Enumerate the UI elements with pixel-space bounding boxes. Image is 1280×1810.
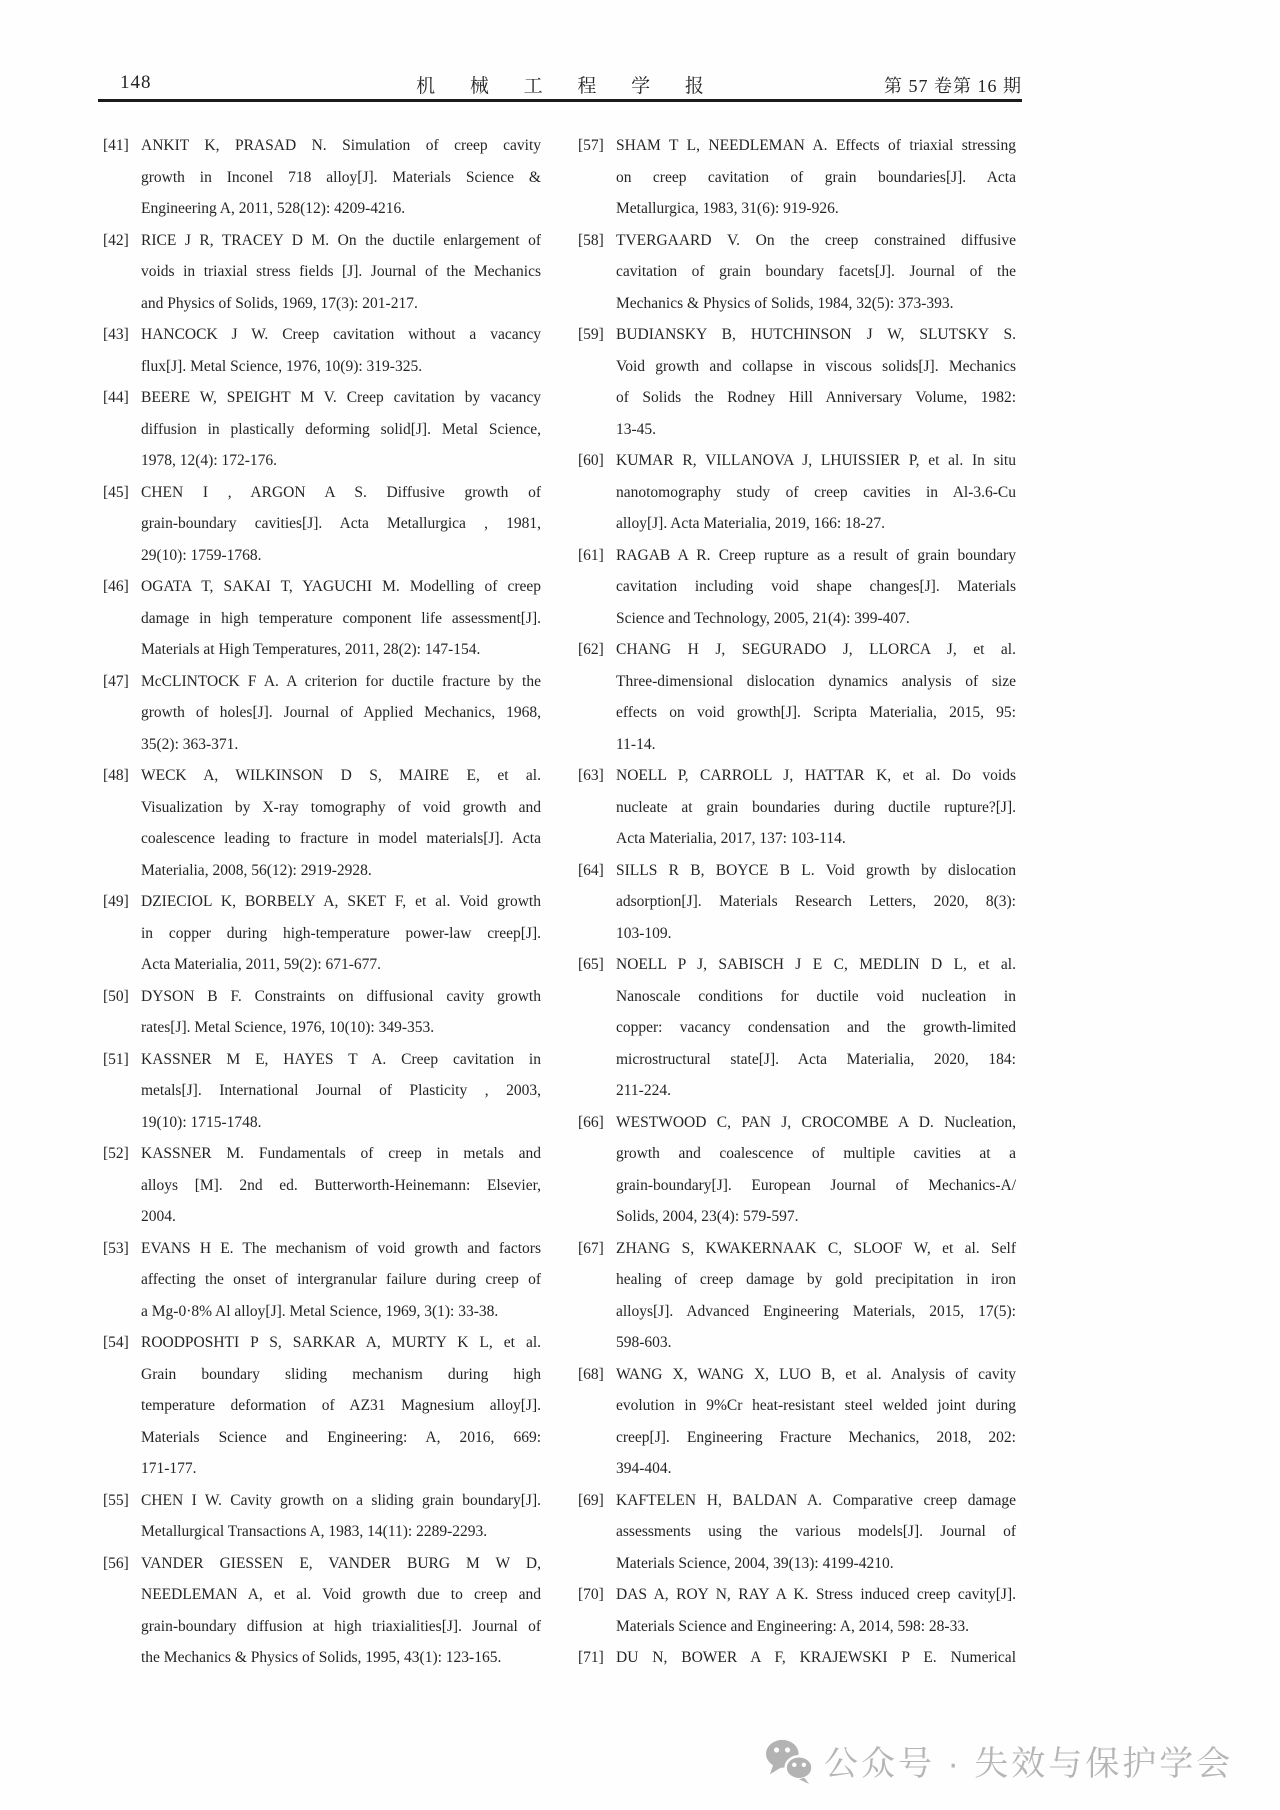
reference-number: [57] [578, 137, 604, 154]
reference-item [103, 1233, 541, 1328]
reference-line: growth and coalescence of multiple cavities at a [616, 1145, 1016, 1162]
reference-line: growth of holes[J]. Journal of Applied Mechanics, 1968, [141, 704, 541, 721]
reference-line: HANCOCK J W. Creep cavitation without a vacancy [141, 326, 541, 343]
reference-item [103, 666, 541, 761]
reference-line: Materials Science and Engineering: A, 2014, 598: 28-33. [616, 1617, 969, 1635]
reference-number: [47] [103, 672, 129, 690]
reference-text [141, 130, 541, 225]
reference-number: [61] [578, 546, 604, 564]
reference-line: NEEDLEMAN A, et al. Void growth due to creep and [141, 1586, 541, 1603]
reference-number: [54] [103, 1334, 129, 1351]
reference-number: [45] [103, 483, 129, 501]
issue-info: 第 57 卷第 16 期 [884, 76, 1022, 96]
reference-item [578, 1359, 1016, 1485]
wechat-icon [764, 1738, 814, 1784]
reference-line: in copper during high-temperature power-law creep[J]. [141, 924, 541, 942]
references-column-right [578, 130, 1016, 1674]
reference-line: grain-boundary[J]. European Journal of Mechanics-A/ [616, 1176, 1016, 1194]
reference-line: metals[J]. International Journal of Plasticity , 2003, [141, 1082, 541, 1099]
reference-number: [42] [103, 231, 129, 249]
reference-line: affecting the onset of intergranular failure during creep of [141, 1271, 541, 1288]
journal-title: 机 械 工 程 学 报 [416, 76, 719, 97]
reference-line: Acta Materialia, 2011, 59(2): 671-677. [141, 956, 382, 973]
reference-line: DZIECIOL K, BORBELY A, SKET F, et al. Void growth [141, 893, 541, 910]
reference-line: Visualization by X-ray tomography of void growth and [141, 798, 541, 816]
reference-line: nanotomography study of creep cavities in Al-3.6-Cu [616, 483, 1016, 501]
reference-line: 35(2): 363-371. [141, 735, 239, 753]
reference-item [578, 1233, 1016, 1359]
reference-item [103, 1327, 541, 1485]
reference-number: [49] [103, 893, 129, 910]
reference-line: 171-177. [141, 1460, 197, 1477]
reference-line: KASSNER M E, HAYES T A. Creep cavitation in [141, 1050, 541, 1068]
reference-text [616, 1233, 1016, 1359]
reference-number: [67] [578, 1239, 604, 1257]
reference-line: WESTWOOD C, PAN J, CROCOMBE A D. Nucleation, [616, 1113, 1016, 1131]
reference-number: [60] [578, 452, 604, 469]
reference-text [141, 666, 541, 761]
reference-line: RICE J R, TRACEY D M. On the ductile enlargement of [141, 231, 541, 249]
reference-item [103, 477, 541, 572]
reference-number: [62] [578, 641, 604, 658]
running-head [98, 70, 1022, 98]
reference-item [578, 130, 1016, 225]
reference-item [103, 1044, 541, 1139]
reference-item [103, 1485, 541, 1548]
reference-line: Metallurgical Transactions A, 1983, 14(11): 2289-2293. [141, 1523, 488, 1540]
reference-number: [48] [103, 767, 129, 784]
reference-number: [43] [103, 326, 129, 343]
reference-line: and Physics of Solids, 1969, 17(3): 201-217. [141, 294, 418, 312]
reference-number: [64] [578, 861, 604, 879]
reference-line: McCLINTOCK F A. A criterion for ductile fracture by the [141, 672, 541, 690]
reference-line: CHANG H J, SEGURADO J, LLORCA J, et al. [616, 641, 1016, 658]
reference-text [141, 1044, 541, 1139]
reference-text [141, 571, 541, 666]
reference-line: CHEN I , ARGON A S. Diffusive growth of [141, 483, 541, 501]
reference-number: [71] [578, 1649, 604, 1666]
reference-line: grain-boundary diffusion at high triaxialities[J]. Journal of [141, 1617, 541, 1635]
reference-line: 29(10): 1759-1768. [141, 546, 262, 564]
reference-line: 19(10): 1715-1748. [141, 1113, 262, 1131]
reference-number: [56] [103, 1554, 129, 1572]
reference-line: DAS A, ROY N, RAY A K. Stress induced creep cavity[J]. [616, 1586, 1016, 1603]
reference-text [141, 981, 541, 1044]
reference-line: 13-45. [616, 420, 657, 438]
reference-line: effects on void growth[J]. Scripta Materialia, 2015, 95: [616, 704, 1016, 721]
reference-number: [59] [578, 326, 604, 343]
reference-item [578, 1107, 1016, 1233]
reference-line: adsorption[J]. Materials Research Letters, 2020, 8(3): [616, 893, 1016, 910]
page-number: 148 [120, 72, 152, 93]
reference-item [578, 949, 1016, 1107]
reference-line: temperature deformation of AZ31 Magnesium alloy[J]. [141, 1397, 541, 1414]
reference-text [141, 477, 541, 572]
reference-line: WECK A, WILKINSON D S, MAIRE E, et al. [141, 767, 541, 784]
reference-line: grain-boundary cavities[J]. Acta Metallurgica , 1981, [141, 515, 541, 532]
reference-line: Metallurgica, 1983, 31(6): 919-926. [616, 200, 839, 217]
reference-line: CHEN I W. Cavity growth on a sliding grain boundary[J]. [141, 1491, 541, 1509]
reference-text [141, 1485, 541, 1548]
reference-line: 211-224. [616, 1082, 671, 1099]
reference-text [616, 1359, 1016, 1485]
reference-line: VANDER GIESSEN E, VANDER BURG M W D, [141, 1554, 541, 1572]
reference-line: Science and Technology, 2005, 21(4): 399-407. [616, 609, 910, 627]
reference-line: copper: vacancy condensation and the growth-limited [616, 1019, 1016, 1036]
reference-item [103, 1548, 541, 1674]
references-column-left [103, 130, 541, 1674]
reference-line: Materials Science and Engineering: A, 2016, 669: [141, 1428, 541, 1446]
reference-item [578, 445, 1016, 540]
reference-text [616, 445, 1016, 540]
header-rule [98, 99, 1022, 102]
reference-line: cavitation of grain boundary facets[J]. Journal of the [616, 263, 1016, 280]
reference-number: [55] [103, 1491, 129, 1509]
reference-item [578, 1485, 1016, 1580]
reference-line: Solids, 2004, 23(4): 579-597. [616, 1208, 799, 1225]
reference-item [103, 382, 541, 477]
reference-item [103, 1138, 541, 1233]
reference-line: flux[J]. Metal Science, 1976, 10(9): 319-325. [141, 357, 423, 375]
reference-line: DU N, BOWER A F, KRAJEWSKI P E. Numerical [616, 1649, 1016, 1666]
reference-text [141, 886, 541, 981]
reference-item [103, 886, 541, 981]
reference-line: BEERE W, SPEIGHT M V. Creep cavitation by vacancy [141, 389, 541, 406]
reference-line: alloys [M]. 2nd ed. Butterworth-Heinemann: Elsevier, [141, 1176, 541, 1194]
reference-item [578, 540, 1016, 635]
reference-item [578, 1642, 1016, 1674]
reference-line: WANG X, WANG X, LUO B, et al. Analysis of cavity [616, 1365, 1016, 1383]
reference-item [578, 319, 1016, 445]
reference-text [616, 1642, 1016, 1674]
reference-text [616, 319, 1016, 445]
reference-line: creep[J]. Engineering Fracture Mechanics, 2018, 202: [616, 1428, 1016, 1446]
reference-line: RAGAB A R. Creep rupture as a result of grain boundary [616, 546, 1016, 564]
reference-line: healing of creep damage by gold precipitation in iron [616, 1271, 1016, 1288]
reference-item [103, 760, 541, 886]
reference-line: NOELL P J, SABISCH J E C, MEDLIN D L, et al. [616, 956, 1016, 973]
reference-line: on creep cavitation of grain boundaries[J]. Acta [616, 168, 1016, 186]
reference-line: cavitation including void shape changes[J]. Materials [616, 578, 1016, 595]
reference-line: assessments using the various models[J]. Journal of [616, 1523, 1016, 1540]
reference-item [578, 855, 1016, 950]
reference-number: [50] [103, 987, 129, 1005]
reference-line: of Solids the Rodney Hill Anniversary Volume, 1982: [616, 389, 1016, 406]
watermark [764, 1736, 1233, 1785]
reference-line: NOELL P, CARROLL J, HATTAR K, et al. Do voids [616, 767, 1016, 784]
reference-line: the Mechanics & Physics of Solids, 1995, 43(1): 123-165. [141, 1649, 502, 1666]
reference-line: alloy[J]. Acta Materialia, 2019, 166: 18-27. [616, 515, 886, 532]
watermark-text: 公众号 · 失效与保护学会 [824, 1745, 1234, 1783]
reference-item [103, 981, 541, 1044]
reference-text [616, 1107, 1016, 1233]
reference-item [578, 634, 1016, 760]
reference-line: KUMAR R, VILLANOVA J, LHUISSIER P, et al. In situ [616, 452, 1016, 469]
reference-line: EVANS H E. The mechanism of void growth and factors [141, 1239, 541, 1257]
reference-text [616, 1485, 1016, 1580]
reference-line: ROODPOSHTI P S, SARKAR A, MURTY K L, et al. [141, 1334, 541, 1351]
reference-item [103, 571, 541, 666]
reference-item [578, 760, 1016, 855]
reference-text [141, 382, 541, 477]
reference-text [616, 1579, 1016, 1642]
reference-item [103, 130, 541, 225]
reference-item [578, 225, 1016, 320]
references-section [103, 130, 1016, 1674]
reference-line: Three-dimensional dislocation dynamics analysis of size [616, 672, 1016, 690]
reference-text [616, 949, 1016, 1107]
reference-number: [65] [578, 956, 604, 973]
reference-line: BUDIANSKY B, HUTCHINSON J W, SLUTSKY S. [616, 326, 1016, 343]
reference-line: DYSON B F. Constraints on diffusional cavity growth [141, 987, 541, 1005]
reference-line: 1978, 12(4): 172-176. [141, 452, 278, 469]
reference-number: [69] [578, 1491, 604, 1509]
reference-line: Nanoscale conditions for ductile void nucleation in [616, 987, 1016, 1005]
reference-line: 394-404. [616, 1460, 672, 1477]
reference-line: Materialia, 2008, 56(12): 2919-2928. [141, 861, 372, 879]
reference-number: [58] [578, 231, 604, 249]
reference-line: 11-14. [616, 735, 656, 753]
reference-line: Acta Materialia, 2017, 137: 103-114. [616, 830, 846, 847]
reference-line: coalescence leading to fracture in model materials[J]. Acta [141, 830, 541, 847]
reference-number: [46] [103, 578, 129, 595]
reference-number: [41] [103, 137, 129, 154]
reference-line: Engineering A, 2011, 528(12): 4209-4216. [141, 200, 406, 217]
reference-text [616, 540, 1016, 635]
reference-line: microstructural state[J]. Acta Materialia, 2020, 184: [616, 1050, 1016, 1068]
reference-line: SILLS R B, BOYCE B L. Void growth by dislocation [616, 861, 1016, 879]
reference-line: Grain boundary sliding mechanism during high [141, 1365, 541, 1383]
reference-text [616, 760, 1016, 855]
reference-line: SHAM T L, NEEDLEMAN A. Effects of triaxial stressing [616, 137, 1016, 154]
reference-text [141, 1138, 541, 1233]
reference-line: KASSNER M. Fundamentals of creep in metals and [141, 1145, 541, 1162]
reference-item [103, 319, 541, 382]
reference-number: [53] [103, 1239, 129, 1257]
reference-text [616, 225, 1016, 320]
reference-number: [44] [103, 389, 129, 406]
reference-line: a Mg-0·8% Al alloy[J]. Metal Science, 1969, 3(1): 33-38. [141, 1302, 499, 1320]
reference-line: Void growth and collapse in viscous solids[J]. Mechanics [616, 357, 1016, 375]
reference-text [141, 225, 541, 320]
reference-line: 598-603. [616, 1334, 672, 1351]
reference-line: diffusion in plastically deforming solid[J]. Metal Science, [141, 420, 541, 438]
reference-line: nucleate at grain boundaries during ductile rupture?[J]. [616, 798, 1016, 816]
reference-line: Materials at High Temperatures, 2011, 28(2): 147-154. [141, 641, 481, 658]
reference-text [141, 319, 541, 382]
reference-line: Materials Science, 2004, 39(13): 4199-4210. [616, 1554, 894, 1572]
reference-line: 2004. [141, 1208, 176, 1225]
reference-text [141, 1233, 541, 1328]
reference-line: alloys[J]. Advanced Engineering Materials, 2015, 17(5): [616, 1302, 1016, 1320]
reference-number: [66] [578, 1113, 604, 1131]
reference-line: rates[J]. Metal Science, 1976, 10(10): 349-353. [141, 1019, 435, 1036]
reference-line: ANKIT K, PRASAD N. Simulation of creep cavity [141, 137, 541, 154]
reference-text [141, 1548, 541, 1674]
reference-line: voids in triaxial stress fields [J]. Journal of the Mechanics [141, 263, 541, 280]
reference-text [616, 130, 1016, 225]
reference-text [616, 634, 1016, 760]
reference-number: [63] [578, 767, 604, 784]
reference-item [103, 225, 541, 320]
reference-line: OGATA T, SAKAI T, YAGUCHI M. Modelling of creep [141, 578, 541, 595]
reference-line: Mechanics & Physics of Solids, 1984, 32(5): 373-393. [616, 294, 954, 312]
reference-number: [51] [103, 1050, 129, 1068]
reference-line: growth in Inconel 718 alloy[J]. Materials Science & [141, 168, 541, 186]
reference-line: TVERGAARD V. On the creep constrained diffusive [616, 231, 1016, 249]
reference-line: KAFTELEN H, BALDAN A. Comparative creep damage [616, 1491, 1016, 1509]
reference-text [141, 760, 541, 886]
reference-line: ZHANG S, KWAKERNAAK C, SLOOF W, et al. Self [616, 1239, 1016, 1257]
reference-number: [52] [103, 1145, 129, 1162]
reference-line: damage in high temperature component life assessment[J]. [141, 609, 541, 627]
reference-text [616, 855, 1016, 950]
reference-item [578, 1579, 1016, 1642]
reference-number: [70] [578, 1586, 604, 1603]
reference-text [141, 1327, 541, 1485]
reference-line: 103-109. [616, 924, 672, 942]
reference-number: [68] [578, 1365, 604, 1383]
reference-line: evolution in 9%Cr heat-resistant steel welded joint during [616, 1397, 1016, 1414]
